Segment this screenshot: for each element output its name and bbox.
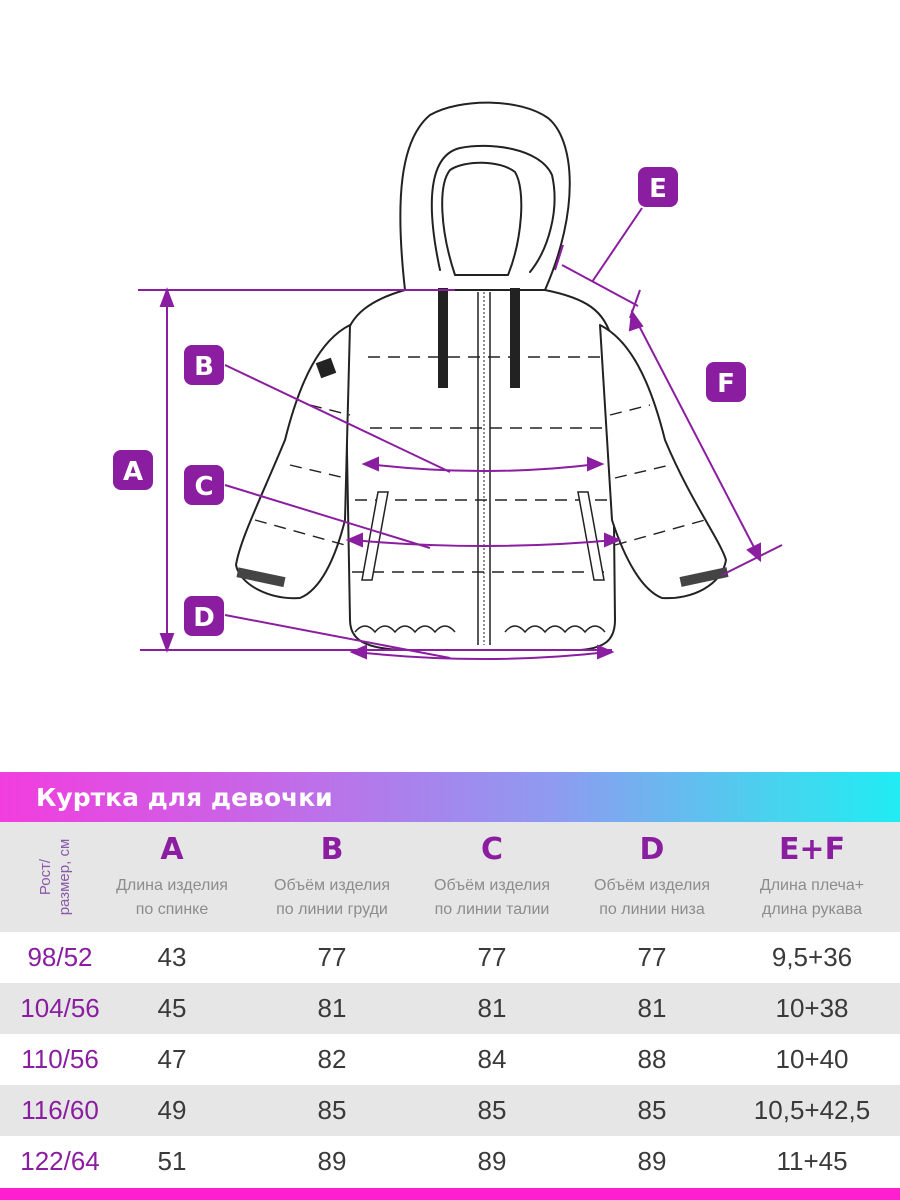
- column-desc-line1: Объём изделия: [274, 877, 390, 894]
- value-cell-D: 77: [637, 942, 667, 972]
- face-opening: [442, 163, 521, 275]
- value-cell-EF: 10+38: [775, 993, 849, 1023]
- label-F: [706, 362, 746, 402]
- size-cell: 122/64: [20, 1146, 100, 1176]
- svg-text:D: D: [193, 603, 215, 633]
- svg-text:F: F: [717, 369, 735, 399]
- size-header-line1: Рост/: [37, 858, 54, 896]
- table-row: [0, 932, 900, 983]
- label-D: [184, 596, 224, 636]
- value-cell-B: 89: [317, 1146, 347, 1176]
- table-row: [0, 983, 900, 1034]
- column-desc-line2: по линии талии: [434, 901, 550, 918]
- column-letter: A: [160, 832, 184, 867]
- value-cell-EF: 10,5+42,5: [753, 1095, 871, 1125]
- value-cell-EF: 10+40: [775, 1044, 849, 1074]
- value-cell-C: 89: [477, 1146, 507, 1176]
- column-letter: B: [320, 832, 344, 867]
- value-cell-C: 77: [477, 942, 507, 972]
- value-cell-C: 84: [477, 1044, 507, 1074]
- value-cell-C: 85: [477, 1095, 507, 1125]
- value-cell-D: 81: [637, 993, 667, 1023]
- column-desc-line2: по линии груди: [276, 901, 388, 918]
- column-header-EF: [732, 822, 892, 932]
- column-letter: E+F: [778, 832, 846, 867]
- value-cell-D: 88: [637, 1044, 667, 1074]
- column-desc-line2: по линии низа: [599, 901, 705, 918]
- value-cell-EF: 11+45: [776, 1146, 848, 1176]
- svg-text:B: B: [194, 352, 214, 382]
- column-header-B: [252, 822, 412, 932]
- size-header-line2: размер, см: [56, 838, 73, 916]
- label-A: [113, 450, 153, 490]
- column-header-C: [412, 822, 572, 932]
- svg-text:A: A: [122, 457, 144, 487]
- column-desc-line2: по спинке: [135, 901, 209, 918]
- value-cell-A: 43: [157, 942, 187, 972]
- label-B: [184, 345, 224, 385]
- column-header-A: [92, 822, 252, 932]
- value-cell-A: 51: [157, 1146, 187, 1176]
- size-cell: 104/56: [20, 993, 100, 1023]
- table-row: [0, 1085, 900, 1136]
- svg-text:C: C: [194, 472, 214, 502]
- label-C: [184, 465, 224, 505]
- column-desc-line2: длина рукава: [762, 901, 862, 918]
- value-cell-B: 85: [317, 1095, 347, 1125]
- value-cell-D: 85: [637, 1095, 667, 1125]
- table-title-bar: [0, 772, 900, 822]
- svg-text:E: E: [649, 174, 667, 204]
- column-desc-line1: Длина плеча+: [759, 877, 865, 894]
- value-cell-B: 77: [317, 942, 347, 972]
- table-title: Куртка для девочки: [36, 783, 333, 812]
- table-row: [0, 1136, 900, 1187]
- table-row: [0, 1034, 900, 1085]
- value-cell-D: 89: [637, 1146, 667, 1176]
- column-letter: C: [480, 832, 504, 867]
- column-header-D: [572, 822, 732, 932]
- value-cell-B: 82: [317, 1044, 347, 1074]
- column-letter: D: [639, 832, 665, 867]
- size-cell: 110/56: [21, 1044, 99, 1074]
- label-E: [638, 167, 678, 207]
- size-cell: 98/52: [27, 942, 93, 972]
- value-cell-B: 81: [317, 993, 347, 1023]
- column-desc-line1: Длина изделия: [116, 877, 228, 894]
- value-cell-EF: 9,5+36: [771, 942, 853, 972]
- value-cell-A: 45: [157, 993, 187, 1023]
- size-cell: 116/60: [21, 1095, 99, 1125]
- value-cell-A: 49: [157, 1095, 187, 1125]
- column-desc-line1: Объём изделия: [594, 877, 710, 894]
- value-cell-C: 81: [477, 993, 507, 1023]
- bottom-accent-bar: [0, 1188, 900, 1200]
- column-desc-line1: Объём изделия: [434, 877, 550, 894]
- value-cell-A: 47: [157, 1044, 187, 1074]
